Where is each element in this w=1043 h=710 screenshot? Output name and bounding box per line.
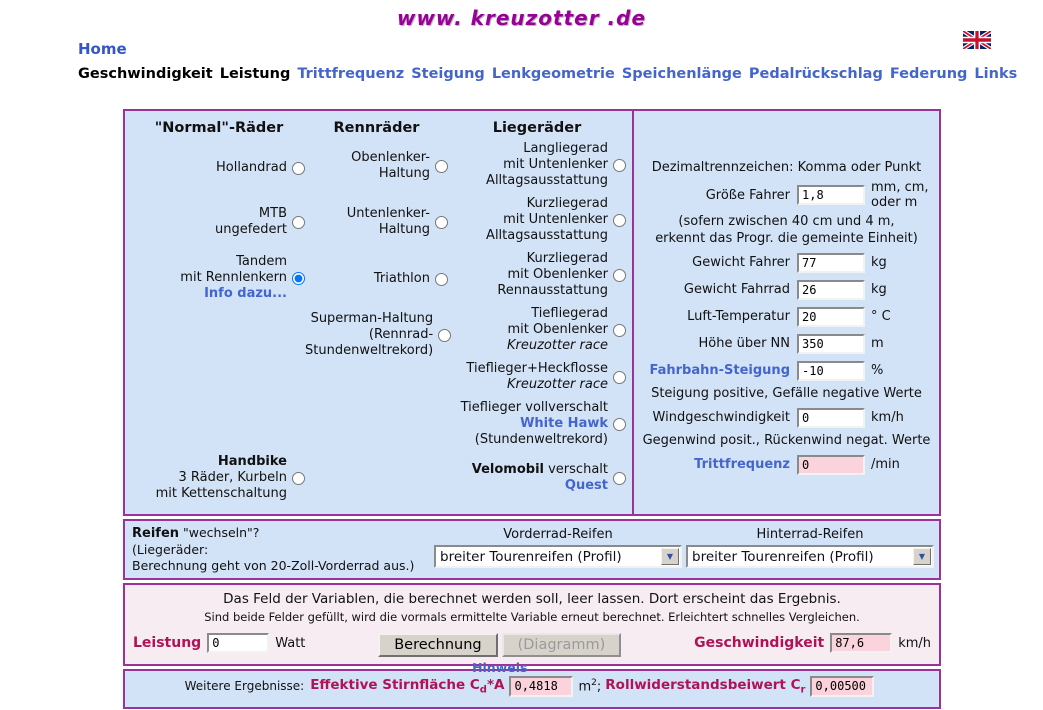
front-tire-select[interactable] (434, 545, 682, 568)
field-luft-temperatur (642, 305, 931, 328)
main-settings-box (123, 109, 941, 516)
luft-temperatur-label: Luft-Temperatur (687, 309, 790, 324)
site-logo: www. kreuzotter .de (396, 6, 647, 30)
panel-note: Dezimaltrennzeichen: Komma oder Punkt (651, 160, 922, 175)
further-results-box (123, 669, 941, 709)
bike-option-untenlenker-haltung[interactable] (305, 206, 448, 238)
nav-item-pedalrückschlag[interactable]: Pedalrückschlag (748, 66, 883, 82)
bike-option-langliegerad[interactable] (448, 141, 626, 189)
instruction-line1: Das Feld der Variablen, die berechnet werden soll, leer lassen. Dort erscheint das Ergebnis. (223, 591, 841, 607)
option-text-segment: verschalt (543, 462, 608, 477)
bike-option-tieflieger-heckflosse[interactable] (448, 361, 626, 393)
calculate-button[interactable]: Berechnung (378, 633, 497, 657)
option-text-segment: Alltagsausstattung (486, 228, 608, 243)
cr-label: Rollwiderstandsbeiwert $C_r$ (605, 676, 806, 696)
tires-note-line2: (Liegeräder: (132, 542, 209, 557)
bike-option-handbike[interactable] (133, 454, 305, 502)
kurzliegerad-obenlenker-radio[interactable] (613, 269, 626, 282)
option-text-segment: Tieflieger vollverschalt (460, 400, 608, 415)
tieflieger-vollverschalt-radio[interactable] (613, 418, 626, 431)
front-tire-group (434, 527, 682, 574)
bike-option-label (305, 206, 430, 238)
option-text-segment: Stundenweltrekord) (305, 343, 434, 358)
bike-option-label (448, 400, 608, 448)
hoehe-ueber-nn-unit: m (871, 336, 884, 351)
rear-tire-label: Hinterrad-Reifen (756, 527, 864, 542)
option-text-segment: mit Obenlenker (507, 322, 608, 337)
bike-option-label (305, 271, 430, 287)
nav-item-lenkgeometrie[interactable]: Lenkgeometrie (491, 66, 615, 82)
field-windgeschwindigkeit (642, 406, 931, 429)
panel-note: Steigung positive, Gefälle negative Werte (651, 386, 922, 401)
option-text-segment: Langliegerad (523, 141, 608, 156)
dropdown-arrow-icon[interactable]: ▼ (661, 548, 679, 565)
bike-option-mtb-ungefedert[interactable] (133, 206, 305, 238)
untenlenker-haltung-radio[interactable] (435, 216, 448, 229)
bike-option-obenlenker-haltung[interactable] (305, 150, 448, 182)
home-link[interactable]: Home (78, 40, 127, 58)
bike-option-superman-haltung[interactable] (305, 311, 448, 359)
option-text-segment: mit Rennlenkern (180, 270, 287, 285)
bike-option-tandem-mit-rennlenkern[interactable] (133, 254, 305, 302)
bike-column-header: Liegeräder (492, 120, 582, 136)
field-fahrbahn-steigung (642, 359, 931, 382)
luft-temperatur-unit: ° C (871, 309, 891, 324)
speed-group (694, 633, 931, 653)
fahrbahn-steigung-input[interactable] (797, 361, 865, 381)
option-text-segment: Velomobil (471, 462, 544, 477)
langliegerad-radio[interactable] (613, 159, 626, 172)
option-text-segment: Haltung (378, 166, 430, 181)
groesse-fahrer-unit: mm, cm, oder m (871, 180, 929, 210)
tiefliegerad-radio[interactable] (613, 324, 626, 337)
results-prefix: Weitere Ergebnisse: (184, 679, 305, 693)
bike-option-label (133, 206, 287, 238)
bike-option-label (448, 196, 608, 244)
calculation-box (123, 583, 941, 675)
bike-option-label (305, 150, 430, 182)
uk-flag-icon[interactable] (963, 31, 991, 49)
power-input[interactable] (207, 633, 269, 653)
panel-note: erkennt das Progr. die gemeinte Einheit) (655, 231, 918, 246)
bike-column-0 (133, 120, 305, 514)
option-text-segment: Kurzliegerad (526, 196, 608, 211)
option-text-segment: Tiefliegerad (531, 306, 608, 321)
hollandrad-radio[interactable] (292, 162, 305, 175)
gewicht-fahrer-input[interactable] (797, 253, 865, 273)
gewicht-fahrrad-input[interactable] (797, 280, 865, 300)
diagram-button: (Diagramm) (502, 633, 622, 657)
gewicht-fahrer-unit: kg (871, 255, 887, 270)
bike-option-tiefliegerad[interactable] (448, 306, 626, 354)
luft-temperatur-input[interactable] (797, 307, 865, 327)
fahrbahn-steigung-unit: % (871, 363, 884, 378)
option-text-segment: Hollandrad (216, 160, 287, 175)
hoehe-ueber-nn-input[interactable] (797, 334, 865, 354)
tires-note-bold: Reifen (132, 526, 180, 541)
cda-label: Effektive Stirnfläche $C_d*A$ (310, 676, 505, 696)
speed-label: Geschwindigkeit (694, 635, 825, 651)
triathlon-radio[interactable] (435, 273, 448, 286)
option-text-segment: Handbike (217, 454, 287, 469)
bike-option-label (448, 306, 608, 354)
mtb-ungefedert-radio[interactable] (292, 216, 305, 229)
bike-option-label (448, 251, 608, 299)
instruction-line2: Sind beide Felder gefüllt, wird die vormals ermittelte Variable erneut berechnet. Erleichtert schnelles Vergleichen. (204, 610, 860, 624)
kurzliegerad-untenlenker-radio[interactable] (613, 214, 626, 227)
tires-note (132, 525, 434, 574)
tires-note-rest: "wechseln"? (179, 525, 260, 540)
windgeschwindigkeit-label: Windgeschwindigkeit (652, 410, 790, 425)
windgeschwindigkeit-unit: km/h (871, 410, 904, 425)
bike-column-header: "Normal"-Räder (154, 120, 284, 136)
groesse-fahrer-label: Größe Fahrer (705, 187, 790, 203)
cda-result-field[interactable] (509, 676, 573, 697)
option-text-segment: Kreuzotter race (506, 338, 608, 353)
field-gewicht-fahrrad (642, 278, 931, 301)
fahrbahn-steigung-label[interactable]: Fahrbahn-Steigung (649, 363, 790, 378)
white-hawk-link[interactable]: White Hawk (520, 416, 608, 431)
option-text-segment: 3 Räder, Kurbeln (178, 470, 287, 485)
field-groesse-fahrer (642, 180, 931, 210)
nav-item-federung[interactable]: Federung (889, 66, 968, 82)
content-column (123, 109, 941, 709)
option-text-segment: Triathlon (373, 271, 430, 286)
nav-item-speichenlänge[interactable]: Speichenlänge (621, 66, 742, 82)
gewicht-fahrer-label: Gewicht Fahrer (692, 255, 790, 270)
tires-note-line3: Berechnung geht von 20-Zoll-Vorderrad aus.) (132, 558, 415, 573)
cda-unit: $m^2$; (578, 677, 602, 695)
parameter-panel (634, 111, 939, 514)
option-text-segment: Superman-Haltung (310, 311, 434, 326)
option-text-segment: Haltung (378, 222, 430, 237)
option-text-segment: mit Untenlenker (503, 212, 608, 227)
bike-option-label (448, 141, 608, 189)
rear-tire-selected-value: breiter Tourenreifen (Profil) (692, 548, 874, 565)
bike-option-label (133, 454, 287, 502)
bike-column-1 (305, 120, 448, 514)
main-nav (78, 66, 1043, 82)
velomobil-verschalt-radio[interactable] (613, 472, 626, 485)
hoehe-ueber-nn-label: Höhe über NN (698, 336, 790, 351)
power-unit: Watt (275, 635, 306, 651)
field-hoehe-ueber-nn (642, 332, 931, 355)
power-label: Leistung (133, 635, 202, 651)
handbike-radio[interactable] (292, 472, 305, 485)
rear-tire-select[interactable] (686, 545, 934, 568)
front-tire-selected-value: breiter Tourenreifen (Profil) (440, 548, 622, 565)
nav-item-leistung[interactable]: Leistung (219, 66, 291, 82)
option-text-segment: Tieflieger+Heckflosse (466, 361, 608, 376)
bike-option-label (448, 462, 608, 494)
bike-column-2 (448, 120, 626, 514)
windgeschwindigkeit-input[interactable] (797, 408, 865, 428)
option-text-segment: (Rennrad- (368, 327, 434, 342)
option-text-segment: Obenlenker- (351, 150, 430, 165)
trittfrequenz-label[interactable]: Trittfrequenz (694, 457, 790, 472)
tandem-mit-rennlenkern-radio[interactable] (292, 272, 305, 285)
front-tire-label: Vorderrad-Reifen (503, 527, 613, 542)
trittfrequenz-input[interactable] (797, 455, 865, 475)
info-dazu-link[interactable]: Info dazu... (204, 286, 287, 301)
panel-note: Gegenwind posit., Rückenwind negat. Werte (642, 433, 931, 448)
nav-item-trittfrequenz[interactable]: Trittfrequenz (297, 66, 405, 82)
option-text-segment: Rennausstattung (497, 283, 608, 298)
bike-option-kurzliegerad-untenlenker[interactable] (448, 196, 626, 244)
tieflieger-heckflosse-radio[interactable] (613, 371, 626, 384)
power-group (133, 633, 305, 653)
bike-option-label (133, 160, 287, 176)
bike-option-kurzliegerad-obenlenker[interactable] (448, 251, 626, 299)
bike-type-selector (125, 111, 634, 514)
field-trittfrequenz (642, 453, 931, 476)
bike-option-velomobil-verschalt[interactable] (448, 462, 626, 494)
hint-link[interactable]: Hinweis (472, 660, 528, 675)
bike-option-label (133, 254, 287, 302)
option-text-segment: mit Untenlenker (503, 157, 608, 172)
nav-item-steigung[interactable]: Steigung (411, 66, 485, 82)
option-text-segment: Kurzliegerad (526, 251, 608, 266)
bike-option-tieflieger-vollverschalt[interactable] (448, 400, 626, 448)
option-text-segment: mit Kettenschaltung (155, 486, 287, 501)
option-text-segment: ungefedert (215, 222, 287, 237)
option-text-segment: mit Obenlenker (507, 267, 608, 282)
gewicht-fahrrad-unit: kg (871, 282, 887, 297)
bike-option-triathlon[interactable] (305, 271, 448, 287)
option-text-segment: (Stundenweltrekord) (474, 432, 608, 447)
speed-unit: km/h (898, 635, 931, 651)
nav-item-geschwindigkeit[interactable]: Geschwindigkeit (78, 66, 213, 82)
quest-link[interactable]: Quest (564, 478, 608, 493)
rear-tire-group (686, 527, 934, 574)
dropdown-arrow-icon[interactable]: ▼ (913, 548, 931, 565)
option-text-segment: Tandem (236, 254, 287, 269)
speed-result-field[interactable] (830, 633, 892, 653)
cr-result-field[interactable] (810, 676, 874, 697)
option-text-segment: Alltagsausstattung (486, 173, 608, 188)
groesse-fahrer-input[interactable] (797, 185, 865, 205)
panel-note: (sofern zwischen 40 cm und 4 m, (678, 214, 895, 229)
option-text-segment: MTB (258, 206, 287, 221)
tires-box (123, 519, 941, 580)
bike-option-hollandrad[interactable] (133, 160, 305, 176)
field-gewicht-fahrer (642, 251, 931, 274)
bike-column-header: Rennräder (333, 120, 420, 136)
bike-option-label (448, 361, 608, 393)
option-text-segment: Untenlenker- (346, 206, 430, 221)
option-text-segment: Kreuzotter race (506, 377, 608, 392)
obenlenker-haltung-radio[interactable] (435, 160, 448, 173)
bike-option-label (305, 311, 433, 359)
nav-item-links[interactable]: Links (974, 66, 1018, 82)
gewicht-fahrrad-label: Gewicht Fahrrad (683, 282, 790, 297)
trittfrequenz-unit: /min (871, 457, 900, 472)
